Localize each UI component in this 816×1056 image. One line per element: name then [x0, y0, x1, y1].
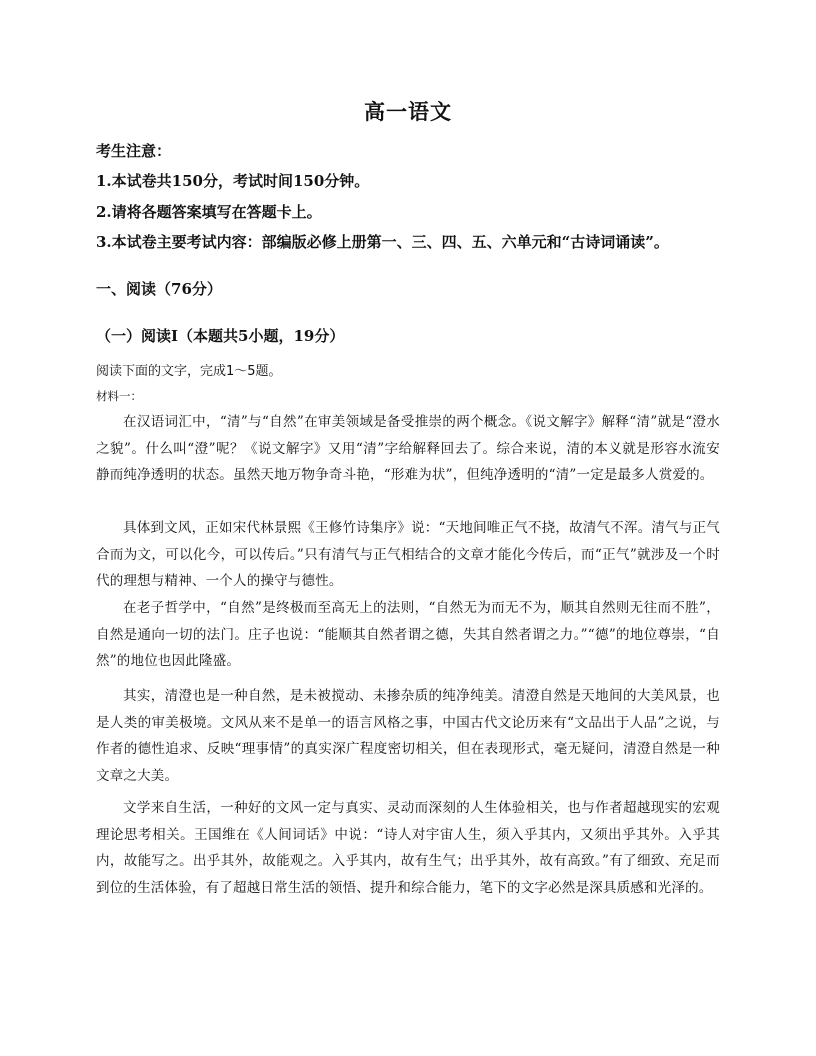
paragraph-1: 在汉语词汇中，“清”与“自然”在审美领域是备受推崇的两个概念。《说文解字》解释“清”就是“澄水之貌”。什么叫“澄”呢？《说文解字》又用“清”字给解释回去了。综合来说，清的本义就是形容水流安静而纯净透明的状态。虽然天地万物争奇斗艳，“形难为状”，但纯净透明的“清”一定是最多人赏爱的。 [96, 414, 720, 483]
reading-instruction: 阅读下面的文字，完成1～5题。 [96, 364, 282, 379]
paragraph-5: 文学来自生活，一种好的文风一定与真实、灵动而深刻的人生体验相关，也与作者超越现实的宏观理论思考相关。王国维在《人间词话》中说：“诗人对宇宙人生，须入乎其内，又须出乎其外。入乎其内，故能写之。出乎其外，故能观之。入乎其内，故有生气；出乎其外，故有高致。”有了细致、充足而到位的生活体验，有了超越日常生活的领悟、提升和综合能力，笔下的文字必然是深具质感和光泽的。 [96, 800, 720, 896]
notice-heading: 考生注意： [96, 142, 172, 160]
section-heading: 一、阅读（76分） [96, 280, 222, 298]
paragraph-2: 具体到文风，正如宋代林景熙《王修竹诗集序》说：“天地间唯正气不挠，故清气不浑。清气与正气合而为文，可以化今，可以传后。”只有清气与正气相结合的文章才能化今传后，而“正气”就涉及一个时代的理想与精神、一个人的操守与德性。 [96, 520, 720, 589]
notice-item-3: 3.本试卷主要考试内容：部编版必修上册第一、三、四、五、六单元和“古诗词诵读”。 [96, 233, 669, 251]
paragraph-3: 在老子哲学中，“自然”是终极而至高无上的法则，“自然无为而无不为，顺其自然则无往而不胜”，自然是通向一切的法门。庄子也说：“能顺其自然者谓之德，失其自然者谓之力。”“德”的地位尊崇，“自然”的地位也因此隆盛。 [96, 600, 720, 669]
notice-item-1: 1.本试卷共150分，考试时间150分钟。 [96, 172, 370, 190]
document-title: 高一语文 [364, 99, 452, 124]
notice-item-2: 2.请将各题答案填写在答题卡上。 [96, 203, 322, 221]
subsection-heading: （一）阅读Ⅰ（本题共5小题，19分） [96, 327, 345, 345]
material-label: 材料一： [96, 389, 142, 403]
paragraph-4: 其实，清澄也是一种自然，是未被搅动、未掺杂质的纯净纯美。清澄自然是天地间的大美风景，也是人类的审美极境。文风从来不是单一的语言风格之事，中国古代文论历来有“文品出于人品”之说，与作者的德性追求、反映“理事情”的真实深广程度密切相关，但在表现形式，毫无疑问，清澄自然是一种文章之大美。 [96, 688, 720, 784]
